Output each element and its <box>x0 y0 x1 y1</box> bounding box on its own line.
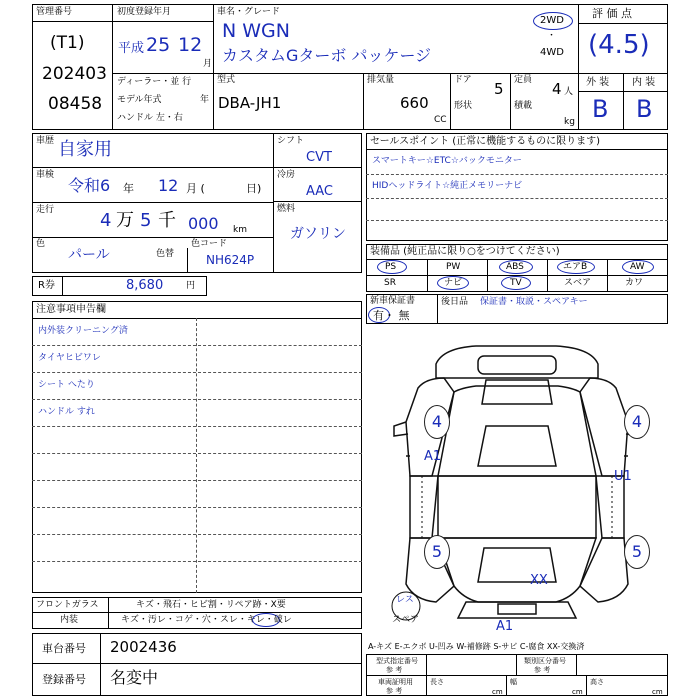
km-unit: km <box>233 225 247 235</box>
later-value: 保証書・取説・スペアキー <box>480 297 588 307</box>
score-label: 評 価 点 <box>592 7 632 20</box>
kg-unit: kg <box>564 117 575 127</box>
width-unit: cm <box>572 688 583 696</box>
cert-ref: 参 考 <box>386 687 403 695</box>
drive-dot: ・ <box>547 31 557 41</box>
note-2: タイヤヒビワレ <box>38 353 101 363</box>
yen-unit: 円 <box>186 281 196 291</box>
length-unit: cm <box>492 688 503 696</box>
first-reg-label: 初度登録年月 <box>117 7 172 17</box>
type-cert-ref: 参 考 <box>386 666 403 674</box>
handle-label: ハンドル 左・右 <box>117 113 183 123</box>
selling-point-1: スマートキー☆ETC☆バックモニター <box>372 156 522 166</box>
r-label: R券 <box>38 280 55 291</box>
lot-number-1: 202403 <box>42 64 107 84</box>
car-name: N WGN <box>222 20 290 42</box>
history-label: 車歴 <box>36 136 55 146</box>
color: パール <box>68 247 110 263</box>
spare-label: スペア <box>392 615 420 625</box>
shape-label: 形状 <box>454 101 473 111</box>
person-unit: 人 <box>564 87 574 97</box>
disp: 660 <box>400 94 429 112</box>
r-value: 8,680 <box>126 278 164 293</box>
lot-label: 管理番号 <box>36 7 73 17</box>
capacity: 4 <box>552 80 562 98</box>
mark-a1-bottom: A1 <box>496 619 514 634</box>
equip-ps: PS <box>385 262 397 272</box>
year-unit: 年 <box>200 95 210 105</box>
ext-label: 外 装 <box>586 77 610 88</box>
equip-sr: SR <box>384 278 396 288</box>
lot-number-2: 08458 <box>48 94 103 114</box>
shift: CVT <box>306 150 332 165</box>
disp-label: 排気量 <box>367 75 395 85</box>
selling-point-2: HIDヘッドライト☆純正メモリーナビ <box>372 181 523 191</box>
front-glass-value: キズ・飛石・ヒビ割・リペア跡・X要 <box>136 600 286 610</box>
notes-label: 注意事項申告欄 <box>36 304 106 315</box>
inspection-label: 車検 <box>36 170 55 180</box>
equip-airbag: エアB <box>563 262 588 272</box>
man-unit: 万 <box>116 210 134 231</box>
history: 自家用 <box>58 139 112 160</box>
header-section <box>32 4 668 130</box>
drive-2wd: 2WD <box>540 15 564 26</box>
equip-abs: ABS <box>506 262 524 272</box>
lot-code: (T1) <box>50 33 85 53</box>
fuel: ガソリン <box>290 226 346 242</box>
r-ticket-row <box>32 276 207 296</box>
insp-day-unit: 日) <box>246 182 262 195</box>
reg-number-label: 登録番号 <box>42 673 86 686</box>
warranty-value: 有・ 無 <box>373 309 410 322</box>
mileage-sen: 5 <box>140 210 152 231</box>
color-code-label: 色コード <box>191 239 228 249</box>
equip-aw: AW <box>630 262 645 272</box>
chassis-number: 2002436 <box>110 638 177 656</box>
equip-spare: スベア <box>564 278 592 288</box>
damage-legend: A-キズ E-エクボ U-凹み W-補修跡 S-サビ C-腐食 XX-交換済 <box>368 642 585 651</box>
insp-year-unit: 年 <box>123 182 134 195</box>
sen-unit: 千 <box>158 210 176 231</box>
int-label: 内 装 <box>632 77 656 88</box>
model: DBA-JH1 <box>218 94 282 112</box>
model-year-label: モデル年式 <box>117 95 162 105</box>
length-label: 長さ <box>430 678 444 686</box>
dealer-label: ディーラー・並 行 <box>117 77 192 87</box>
insp-era: 令和6 <box>68 176 111 195</box>
insp-month: 12 <box>158 176 179 195</box>
equipment-label: 装備品 (純正品に限り○をつけてください) <box>370 246 560 257</box>
equip-navi: ナビ <box>444 278 463 288</box>
reg-month: 12 <box>178 34 203 56</box>
model-label: 型式 <box>217 75 236 85</box>
later-label: 後日品 <box>441 297 469 307</box>
tire-front-right: 4 <box>624 405 650 439</box>
spare-circle-label: レス <box>396 595 414 605</box>
equip-leather: カワ <box>625 278 644 288</box>
month-unit: 月 <box>203 59 213 69</box>
reg-era: 平成 <box>118 41 145 56</box>
color-change-label: 色替 <box>156 249 175 259</box>
fuel-label: 燃料 <box>277 204 296 214</box>
class-ref: 参 考 <box>534 666 551 674</box>
aircon-label: 冷房 <box>277 170 296 180</box>
warranty-label: 新車保証書 <box>370 296 416 306</box>
chassis-label: 車台番号 <box>42 642 86 655</box>
cap-label: 定員 <box>514 75 533 85</box>
tire-rear-left: 5 <box>424 535 450 569</box>
insp-month-unit: 月 ( <box>186 182 205 195</box>
tire-front-left: 4 <box>424 405 450 439</box>
interior-value: キズ・汚レ・コゲ・穴・スレ・キレ・破レ <box>121 615 292 625</box>
mileage-rest: 000 <box>188 214 219 233</box>
color-code: NH624P <box>206 253 255 267</box>
int-grade: B <box>636 95 653 123</box>
type-cert-label: 型式指定番号 <box>376 657 418 665</box>
color-label: 色 <box>36 239 46 249</box>
height-unit: cm <box>652 688 663 696</box>
mileage-man: 4 <box>100 210 112 231</box>
cc-unit: CC <box>434 115 447 125</box>
grade: カスタムGターボ パッケージ <box>222 46 432 65</box>
interior-label: 内装 <box>60 615 79 625</box>
drive-4wd: 4WD <box>540 47 564 58</box>
class-label: 類別区分番号 <box>524 657 566 665</box>
load-label: 積載 <box>514 101 533 111</box>
ext-grade: B <box>592 95 609 123</box>
note-4: ハンドル すれ <box>38 407 95 417</box>
reg-number: 名変中 <box>110 668 159 687</box>
height-label: 高さ <box>590 678 604 686</box>
front-glass-label: フロントガラス <box>36 600 99 610</box>
mark-xx: XX <box>530 573 548 588</box>
name-grade-label: 車名・グレード <box>217 7 281 17</box>
note-1: 内外装クリーニング済 <box>38 326 128 336</box>
aircon: AAC <box>306 184 333 199</box>
reg-year: 25 <box>146 34 171 56</box>
mark-u1: U1 <box>614 469 632 484</box>
mark-a1-left: A1 <box>424 449 442 464</box>
score-value: (4.5) <box>588 30 650 60</box>
selling-points-label: セールスポイント (正常に機能するものに限ります) <box>370 136 601 147</box>
shift-label: シフト <box>277 136 305 146</box>
doors: 5 <box>494 80 504 98</box>
tire-rear-right: 5 <box>624 535 650 569</box>
note-3: シート へたり <box>38 380 95 390</box>
door-label: ドア <box>454 75 472 85</box>
width-label: 幅 <box>510 678 517 686</box>
equip-tv: TV <box>510 278 522 288</box>
equip-pw: PW <box>446 262 461 272</box>
cert-label: 車両証明用 <box>378 678 413 686</box>
mileage-label: 走行 <box>36 205 55 215</box>
